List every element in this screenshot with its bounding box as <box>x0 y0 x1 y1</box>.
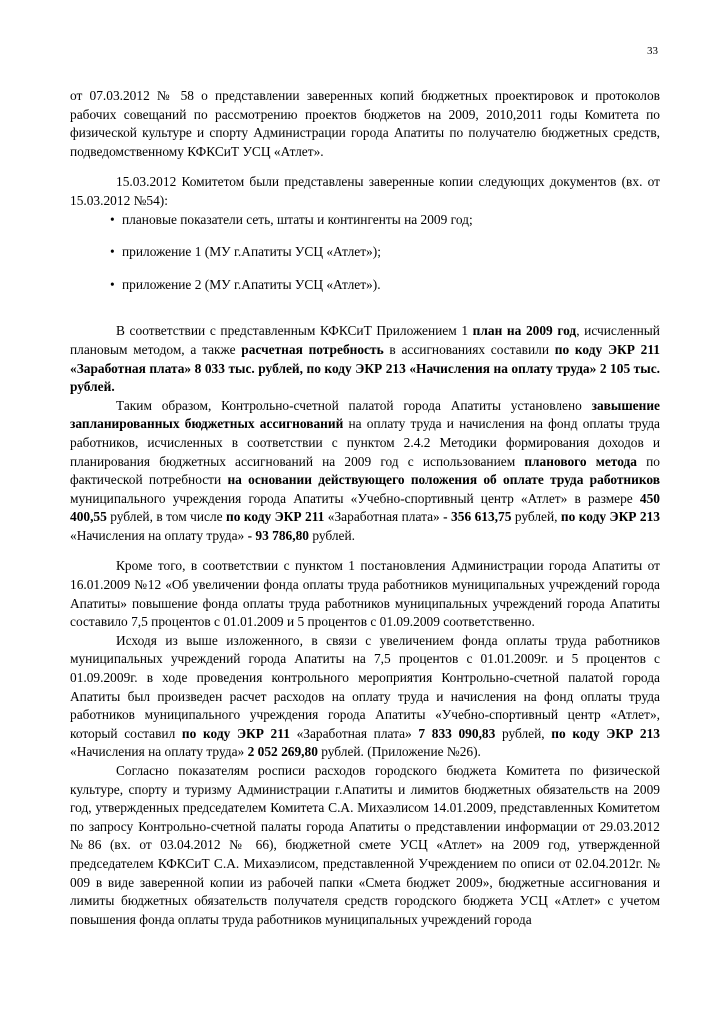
text-run: рублей, <box>495 725 552 741</box>
bold-run: по коду ЭКР 213 <box>560 509 660 525</box>
list-item-text: плановые показатели сеть, штаты и контингенты на 2009 год; <box>122 211 473 227</box>
list-item <box>70 243 660 262</box>
text-run: рублей, <box>511 509 561 525</box>
bullet-icon: • <box>110 244 115 260</box>
text-run: рублей, в том числе <box>106 509 227 525</box>
text-run: В соответствии с представленным КФКСиТ Приложением 1 <box>116 323 473 339</box>
text-run: «Начисления на оплату труда» <box>70 744 248 760</box>
bold-run: 2 052 269,80 <box>247 744 318 760</box>
bold-run: - 356 613,75 <box>443 509 512 525</box>
bold-run: 450 400,55 <box>70 490 660 525</box>
paragraph-7: Согласно показателям росписи расходов городского бюджета Комитета по физической культуре, спорту и туризму Администрации г.Апатиты и лимитов бюджетных обязательств на 2009 год, утвержденных председателем Комитета С.А. Михаэлисом 14.01.2009, представленных Комитетом по запросу Контрольно-счетной палаты города Апатиты о представлении информации от 29.03.2012 №86 (вх. от 03.04.2012 № 66), бюджетной смете УСЦ «Атлет» на 2009 год, утвержденной председателем КФКСиТ С.А. Михаэлисом, представленной Учреждением по описи от 02.04.2012г. № 009 в виде заверенной копии из рабочей папки «Смета бюджет 2009», бюджетные ассигнования и лимиты бюджетных обязательств получателя средств городского бюджета УСЦ «Атлет» с учетом повышения фонда оплаты труда работников муниципальных учреждений города <box>70 763 660 927</box>
bold-run: 7 833 090,83 <box>418 725 496 741</box>
bold-run: на основании действующего положения об оплате труда работников <box>227 472 660 488</box>
bold-run: завышение запланированных бюджетных ассигнований <box>70 397 660 432</box>
list-item <box>70 211 660 230</box>
list-item-text: приложение 2 (МУ г.Апатиты УСЦ «Атлет»). <box>122 276 381 292</box>
document-body <box>70 87 660 929</box>
text-run: муниципального учреждения города Апатиты «Учебно-спортивный центр «Атлет» в размере <box>70 490 640 506</box>
text-run: «Начисления на оплату труда» <box>70 527 248 543</box>
text-run: по фактической потребности <box>70 453 660 488</box>
text-run: на оплату труда и начисления на фонд оплаты труда работников, исчисленных в соответствии с пунктом 2.4.2 Методики формирования доходов и планирования бюджетных ассигнований на 2009 год с использованием <box>70 416 661 469</box>
bullet-list <box>70 211 660 295</box>
text-run: рублей. (Приложение №26). <box>317 744 481 760</box>
bold-run: расчетная потребность <box>241 341 384 357</box>
paragraph-1: от 07.03.2012 № 58 о представлении заверенных копий бюджетных проектировок и протоколов рабочих совещаний по рассмотрению проектов бюджетов на 2009, 2010,2011 годы Комитета по физической культуре и спорту Администрации города Апатиты по получателю бюджетных средств, подведомственному КФКСиТ УСЦ «Атлет». <box>70 88 660 159</box>
paragraph-3 <box>70 322 660 396</box>
text-run: Исходя из выше изложенного, в связи с увеличением фонда оплаты труда работников муниципальных учреждений города Апатиты на 7,5 процентов с 01.01.2009г. и 5 процентов с 01.09.2009г. в ходе проведения контрольного мероприятия Контрольно-счетной палатой города Апатиты был произведен расчет расходов на оплату труда и начисления на фонд оплаты труда работников муниципального учреждения города Апатиты «Учебно-спортивный центр «Атлет», который составил <box>70 632 660 741</box>
bold-run: по коду ЭКР 211 <box>226 509 325 525</box>
text-run: , исчисленный плановым методом, а также <box>70 323 660 357</box>
list-item <box>70 276 660 295</box>
bold-run: планового метода <box>524 453 637 469</box>
paragraph-6 <box>70 632 660 762</box>
text-run: «Заработная плата» <box>324 509 444 525</box>
paragraph-5: Кроме того, в соответствии с пунктом 1 постановления Администрации города Апатиты от 16.01.2009 №12 «Об увеличении фонда оплаты труда работников муниципальных учреждений города Апатиты» повышение фонда оплаты труда работников муниципальных учреждений города Апатиты составило 7,5 процентов с 01.01.2009 и 5 процентов с 01.09.2009 соответственно. <box>70 558 660 630</box>
bold-run: - 93 786,80 <box>247 527 309 543</box>
bold-run: по коду ЭКР 211 <box>181 725 290 741</box>
paragraph-4 <box>70 397 660 546</box>
text-run: рублей. <box>308 527 355 543</box>
bullet-icon: • <box>110 211 115 227</box>
text-run: в ассигнованиях составили <box>383 341 555 357</box>
bold-run: по коду ЭКР 213 <box>551 725 660 741</box>
text-run: Таким образом, Контрольно-счетной палатой города Апатиты установлено <box>116 397 592 413</box>
bullet-icon: • <box>110 276 115 292</box>
bold-run: план на 2009 год <box>472 323 577 339</box>
list-item-text: приложение 1 (МУ г.Апатиты УСЦ «Атлет»); <box>122 244 381 260</box>
bold-run: по коду ЭКР 211 «Заработная плата» 8 033 тыс. рублей, по коду ЭКР 213 «Начисления на оплату труда» 2 105 тыс. рублей. <box>70 341 660 395</box>
text-run: «Заработная плата» <box>289 725 419 741</box>
page-number: 33 <box>647 45 658 57</box>
paragraph-2: 15.03.2012 Комитетом были представлены заверенные копии следующих документов (вх. от 15.03.2012 №54): <box>70 174 660 208</box>
